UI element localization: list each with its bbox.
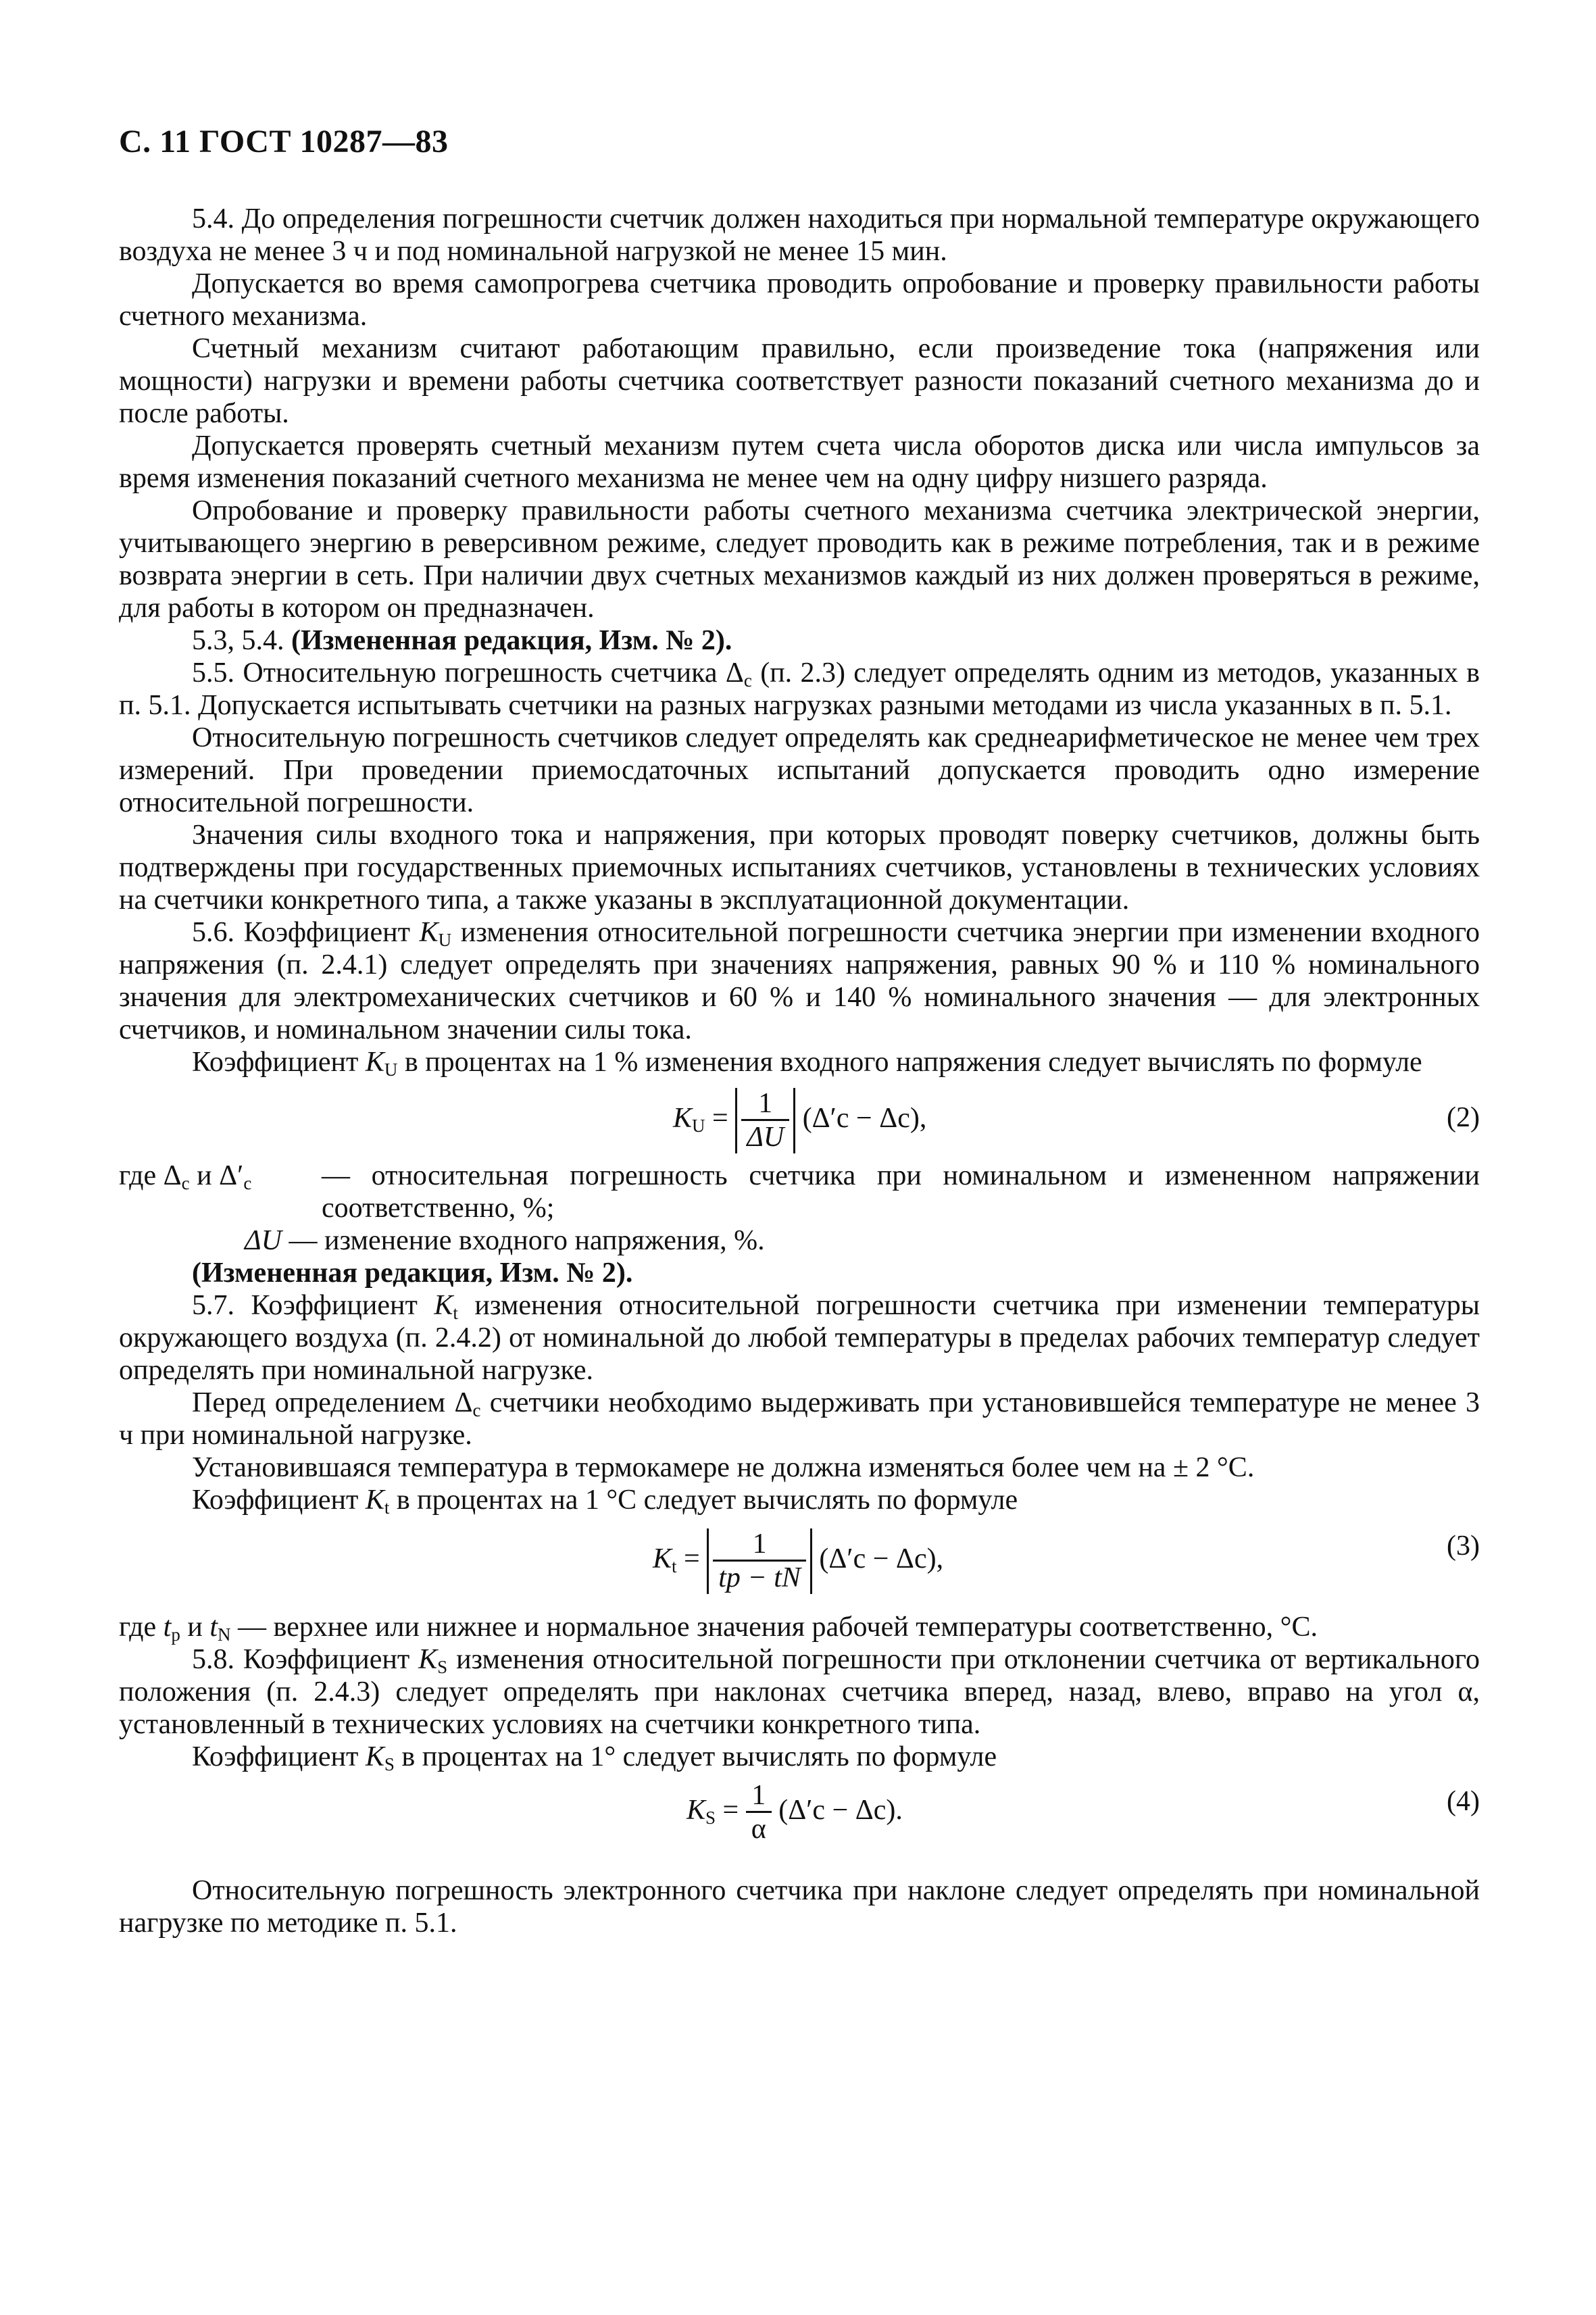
absolute-value — [707, 1528, 812, 1594]
symbol-kt: $K_t$ — [365, 1485, 390, 1518]
paragraph — [119, 1046, 1480, 1078]
formula-3-body — [653, 1528, 943, 1594]
symbol-tn: $t_N$ — [209, 1612, 231, 1645]
amendment-note: (Измененная редакция, Изм. № 2). — [192, 1258, 633, 1289]
text-run: изменения относительной погрешности счетчика при изменении температуры окружающего воздуха (п. 2.4.2) от номинальной до любой температуры в пределах рабочих температур следует определять при номинальной нагрузке. — [119, 1290, 1480, 1386]
symbol-kt: $K_t$ — [653, 1543, 677, 1577]
paragraph: Значения силы входного тока и напряжения, при которых проводят поверку счетчиков, должны быть подтверждены при государственных приемочных испытаниях счетчиков, установлены в технических условиях на счетчики конкретного типа, а также указаны в эксплуатационной документации. — [119, 820, 1480, 916]
paragraph — [119, 1289, 1480, 1387]
text-run: Коэффициент — [192, 1741, 359, 1772]
symbol-delta-u: ΔU — [245, 1225, 282, 1256]
paragraph: 5.4. До определения погрешности счетчик должен находиться при нормальной температуре окружающего воздуха не менее 3 ч и под номинальной нагрузкой не менее 15 мин. — [119, 203, 1480, 267]
symbol-delta-c: $\Delta_c$ — [454, 1387, 481, 1420]
formula-3 — [119, 1516, 1480, 1611]
text-run: (п. 2.3) следует определять одним из методов, указанных в п. 5.1. Допускается испытывать счетчики на разных нагрузках разными методами из числа указанных в п. 5.1. — [119, 657, 1480, 721]
numerator: 1 — [751, 1780, 766, 1811]
page-header: С. 11 ГОСТ 10287—83 — [119, 124, 449, 159]
formula-2-body — [673, 1088, 926, 1153]
text-run: в процентах на 1° следует вычислять по формуле — [401, 1741, 997, 1772]
symbol-ku: $K_U$ — [419, 917, 452, 950]
symbol-ks: $K_S$ — [365, 1741, 395, 1774]
paragraph: Относительную погрешность счетчиков следует определять как среднеарифметическое не менее чем трех измерений. При проведении приемосдаточных испытаний допускается проводить одно измерение относительной погрешности. — [119, 722, 1480, 818]
text-run: изменения относительной погрешности при отклонении счетчика от вертикального положения (п. 2.4.3) следует определять при наклонах счетчика вперед, назад, влево, вправо на угол α, установленный в технических условиях на счетчики конкретного типа. — [119, 1644, 1480, 1740]
paragraph: Допускается проверять счетный механизм путем счета числа оборотов диска или числа импульсов за время изменения показаний счетного механизма не менее чем на одну цифру низшего разряда. — [119, 430, 1480, 494]
formula-2 — [119, 1078, 1480, 1160]
formula-number: (3) — [1447, 1530, 1480, 1562]
paragraph — [119, 1643, 1480, 1741]
text-run: Перед определением — [192, 1387, 446, 1418]
numerator: 1 — [758, 1088, 773, 1119]
text-run: изменения относительной погрешности счетчика энергии при изменении входного напряжения (п. 2.4.1) следует определять при значениях напряжения, равных 90 % и 110 % номинального значения для электромеханических счетчиков и 60 % и 140 % номинального значения — для электронных счетчиков, и номинальном значении силы тока. — [119, 917, 1480, 1045]
symbol-tp: $t_p$ — [163, 1612, 180, 1645]
numerator: 1 — [752, 1528, 767, 1560]
where-clause: где $t_p$ и $t_N$ — верхнее или нижнее и нормальное значения рабочей температуры соответственно, °С. — [119, 1612, 1318, 1645]
text-run: счетчики необходимо выдерживать при установившейся температуре не менее 3 ч при номинальной нагрузке. — [119, 1387, 1480, 1451]
paragraph — [119, 1387, 1480, 1451]
where-clause — [119, 1224, 1480, 1257]
document-body — [119, 203, 1480, 1939]
absolute-value — [735, 1088, 795, 1153]
paragraph — [119, 1484, 1480, 1516]
formula-tail: (Δ′c − Δc). — [778, 1795, 903, 1826]
formula-tail: (Δ′c − Δc), — [819, 1543, 944, 1575]
text-run: 5.8. Коэффициент — [192, 1644, 410, 1675]
text-run: 5.6. Коэффициент — [192, 917, 410, 948]
symbol-kt: $K_t$ — [434, 1290, 458, 1323]
paragraph — [119, 1741, 1480, 1773]
amendment-ref: 5.3, 5.4. — [192, 625, 284, 656]
symbol-ku: $K_U$ — [673, 1103, 705, 1137]
equals-sign: = — [722, 1795, 739, 1826]
symbol-ku: $K_U$ — [365, 1047, 398, 1080]
fraction — [741, 1088, 789, 1153]
text-run: 5.5. Относительную погрешность счетчика — [192, 657, 718, 689]
text-run: 5.7. Коэффициент — [192, 1290, 418, 1321]
formula-4-body — [687, 1780, 903, 1845]
fraction — [713, 1528, 806, 1594]
equals-sign: = — [712, 1103, 728, 1135]
paragraph: Опробование и проверку правильности работы счетного механизма счетчика электрической энергии, учитывающего энергию в реверсивном режиме, следует проводить как в режиме потребления, так и в режиме возврата энергии в сеть. При наличии двух счетных механизмов каждый из них должен проверяться в режиме, для работы в котором он предназначен. — [119, 495, 1480, 624]
equals-sign: = — [684, 1543, 700, 1575]
symbol-ks: $K_S$ — [418, 1644, 448, 1677]
formula-4 — [119, 1773, 1480, 1874]
text-run: в процентах на 1 °С следует вычислять по формуле — [396, 1485, 1018, 1516]
formula-number: (2) — [1447, 1102, 1480, 1133]
where-definition: — изменение входного напряжения, %. — [289, 1225, 765, 1256]
paragraph: Относительную погрешность электронного счетчика при наклоне следует определять при номинальной нагрузке по методике п. 5.1. — [119, 1875, 1480, 1939]
symbol-ks: $K_S$ — [687, 1795, 716, 1828]
fraction — [746, 1780, 772, 1845]
where-definition: — верхнее или нижнее и нормальное значения рабочей температуры соответственно, °С. — [237, 1612, 1318, 1643]
paragraph — [119, 657, 1480, 722]
symbol-delta-c: $\Delta_c$ — [725, 657, 752, 691]
where-clause — [119, 1160, 1480, 1224]
text-run: Коэффициент — [192, 1047, 359, 1078]
denominator: α — [746, 1811, 772, 1845]
paragraph: Допускается во время самопрогрева счетчика проводить опробование и проверку правильности работы счетного механизма. — [119, 268, 1480, 332]
where-lead: где $\Delta_c$ и $\Delta'_c$ — [119, 1160, 252, 1193]
denominator: tp − tN — [713, 1560, 806, 1594]
text-run: в процентах на 1 % изменения входного напряжения следует вычислять по формуле — [404, 1047, 1422, 1078]
formula-tail: (Δ′c − Δc), — [802, 1103, 927, 1135]
paragraph: Установившаяся температура в термокамере не должна изменяться более чем на ± 2 °С. — [192, 1452, 1255, 1483]
paragraph — [119, 916, 1480, 1046]
formula-number: (4) — [1447, 1786, 1480, 1817]
text-run: Коэффициент — [192, 1485, 359, 1516]
amendment-note — [119, 624, 1480, 657]
paragraph: Счетный механизм считают работающим правильно, если произведение тока (напряжения или мощности) нагрузки и времени работы счетчика соответствует разности показаний счетного механизма до и после работы. — [119, 333, 1480, 429]
amendment-text: (Измененная редакция, Изм. № 2). — [291, 625, 732, 656]
where-definition: — относительная погрешность счетчика при номинальном и измененном напряжении соответственно, %; — [322, 1160, 1480, 1224]
denominator: ΔU — [741, 1119, 789, 1153]
